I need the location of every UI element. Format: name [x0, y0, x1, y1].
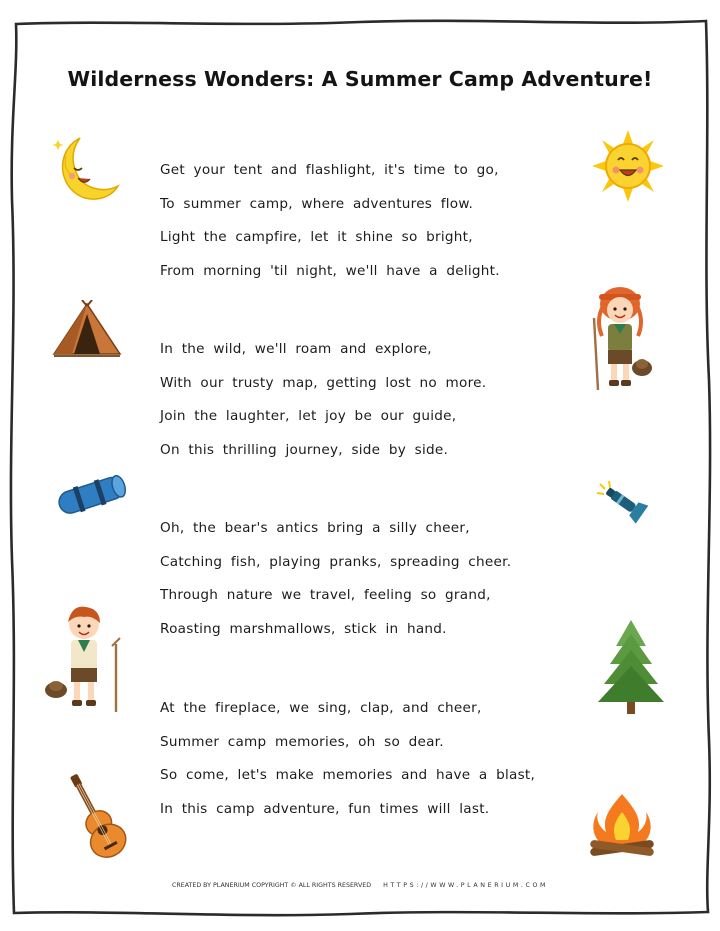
poem-line: Light the campfire, let it shine so bright, — [160, 229, 473, 245]
stanza-3 — [160, 512, 590, 646]
campfire-icon — [582, 790, 662, 860]
poem-line: At the fireplace, we sing, clap, and cheer, — [160, 700, 482, 716]
stanza-4 — [160, 692, 590, 826]
poem-line: Roasting marshmallows, stick in hand. — [160, 620, 447, 637]
poem-line: Through nature we travel, feeling so grand, — [160, 587, 491, 603]
poem-line: With our trusty map, getting lost no more. — [160, 374, 487, 391]
poem-line: Catching fish, playing pranks, spreading cheer. — [160, 553, 512, 570]
stanza-2 — [160, 333, 590, 467]
poem-line: On this thrilling journey, side by side. — [160, 441, 449, 458]
boy-scout-icon — [40, 600, 126, 714]
poem-line: Oh, the bear's antics bring a silly cheer, — [160, 520, 470, 536]
guitar-icon — [60, 770, 130, 862]
poem-line: Get your tent and flashlight, it's time to go, — [160, 162, 499, 178]
poem-line: In the wild, we'll roam and explore, — [160, 341, 432, 357]
footer-credit: CREATED BY PLANERIUM COPYRIGHT © ALL RIGHTS RESERVED — [171, 882, 372, 889]
pine-tree-icon — [596, 618, 666, 716]
sleeping-bag-icon — [52, 470, 132, 520]
poem-line: In this camp adventure, fun times will last. — [160, 800, 490, 817]
poem-line: From morning 'til night, we'll have a delight. — [160, 262, 500, 279]
page-title: Wilderness Wonders: A Summer Camp Adventure! — [67, 67, 653, 91]
poem-line: Summer camp memories, oh so dear. — [160, 733, 444, 750]
poem-line: So come, let's make memories and have a blast, — [160, 767, 536, 783]
poem-line: To summer camp, where adventures flow. — [160, 195, 474, 212]
tent-icon — [52, 300, 122, 358]
sun-icon — [592, 130, 664, 202]
girl-scout-icon — [580, 280, 658, 392]
flashlight-icon — [596, 480, 652, 524]
copyright-footer — [0, 882, 720, 889]
poem-line: Join the laughter, let joy be our guide, — [160, 408, 457, 424]
stanza-1 — [160, 154, 590, 288]
moon-icon — [52, 134, 120, 204]
footer-website: HTTPS://WWW.PLANERIUM.COM — [383, 882, 549, 889]
